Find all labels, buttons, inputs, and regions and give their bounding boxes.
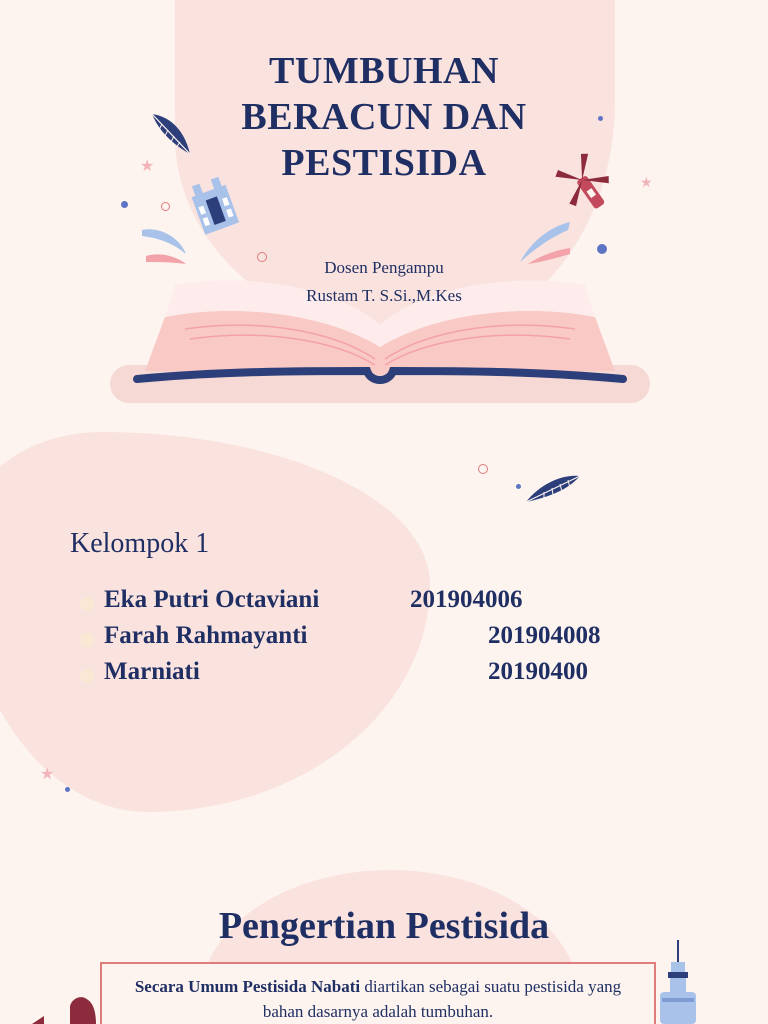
list-item — [80, 658, 700, 694]
member-list — [80, 586, 700, 694]
bullet-icon — [80, 597, 94, 611]
member-name: Farah Rahmayanti — [104, 622, 308, 649]
definition-bold: Secara Umum Pestisida Nabati — [134, 977, 361, 996]
bullet-icon — [80, 669, 94, 683]
lecturer-label: Dosen Pengampu — [324, 258, 444, 277]
title-line: PESTISIDA — [281, 142, 487, 184]
definition-box — [100, 962, 656, 1024]
title-line: TUMBUHAN — [269, 50, 499, 92]
list-item — [80, 622, 700, 658]
dot-icon — [65, 787, 70, 792]
star-icon: ★ — [640, 176, 653, 191]
presentation-title — [0, 48, 768, 186]
member-nim: 20190400 — [488, 658, 588, 685]
tower-icon — [656, 940, 700, 1024]
dot-icon — [516, 484, 521, 489]
building-icon — [30, 994, 104, 1024]
star-icon: ★ — [40, 766, 55, 783]
definition-text: diartikan sebagai suatu pestisida yang bahan dasarnya adalah tumbuhan. — [262, 977, 622, 1021]
ring-icon — [161, 202, 170, 211]
feather-icon — [522, 472, 582, 506]
lecturer-name: Rustam T. S.Si.,M.Kes — [306, 286, 462, 305]
title-line: BERACUN DAN — [241, 96, 527, 138]
dot-icon — [597, 244, 607, 254]
member-nim: 201904006 — [410, 586, 523, 613]
list-item — [80, 586, 700, 622]
member-name: Marniati — [104, 658, 200, 685]
group-label: Kelompok 1 — [70, 528, 210, 559]
group-slide — [0, 420, 768, 850]
lecturer-info — [0, 254, 768, 310]
member-name: Eka Putri Octaviani — [104, 586, 320, 613]
star-icon: ★ — [140, 158, 155, 175]
ring-icon — [478, 464, 488, 474]
definition-slide — [0, 850, 768, 1024]
title-slide — [0, 0, 768, 420]
bullet-icon — [80, 633, 94, 647]
section-title: Pengertian Pestisida — [218, 905, 550, 947]
member-nim: 201904008 — [488, 622, 601, 649]
dot-icon — [121, 201, 128, 208]
